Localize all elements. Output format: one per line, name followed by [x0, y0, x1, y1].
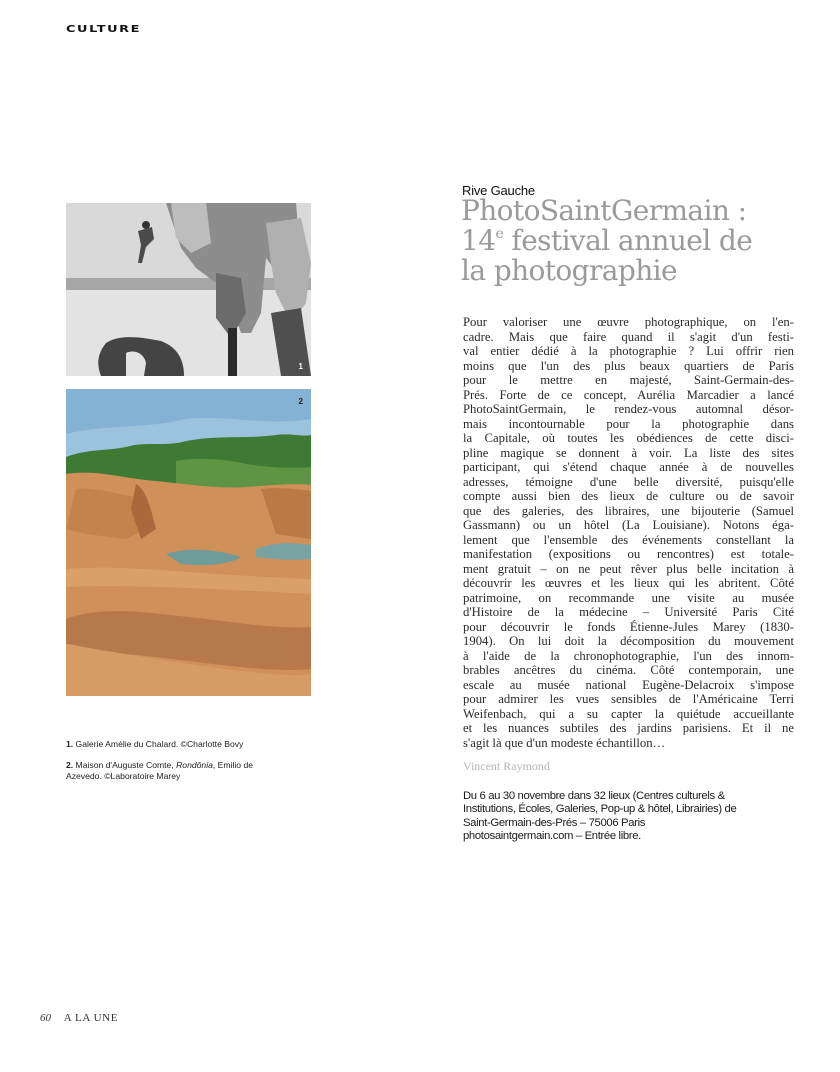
body-line: patrimoine, on recommande une visite au musée [463, 590, 794, 605]
event-info-line: Institutions, Écoles, Galeries, Pop-up & hôtel, Librairies) de [463, 803, 737, 816]
body-line: 1904). On lui doit la décomposition du mouvement [463, 634, 794, 648]
body-line: PhotoSaintGermain, le rendez-vous automnal désor- [463, 402, 794, 416]
event-info-website: photosaintgermain.com – Entrée libre. [463, 829, 641, 842]
caption-number: 1. [66, 739, 74, 749]
body-line: brables ancêtres du cinéma. Côté contemporain, une [463, 663, 794, 677]
article-kicker: Rive Gauche [462, 183, 535, 198]
landscape-photo-icon [66, 389, 311, 696]
body-line: lement que l'ensemble des événements constellant la [463, 532, 794, 547]
caption-text: Maison d'Auguste Comte, [73, 759, 177, 770]
body-line: pour admirer les vues sensibles de l'Américaine Terri [463, 692, 794, 706]
caption-artwork-title: Rondônia [176, 759, 213, 770]
photo-number: 1 [298, 362, 303, 371]
event-info [463, 790, 793, 843]
caption-2 [66, 760, 266, 783]
page-number: 60 [40, 1012, 51, 1024]
body-line: la Capitale, où toutes les obédiences de cette disci- [463, 431, 794, 445]
photo-number: 2 [298, 397, 303, 406]
body-line: Prés. Forte de ce concept, Aurélia Marcadier a lancé [463, 387, 794, 402]
publication-section: A LA UNE [63, 1012, 119, 1024]
body-line: adresses, témoigne d'une belle diversité, puisqu'elle [463, 474, 794, 489]
photo-captions [66, 739, 266, 792]
body-line: pour découvrir le fonds Étienne-Jules Marey (1830- [463, 619, 794, 634]
caption-credit: , Emilio de Azevedo. ©Laboratoire Marey [66, 759, 254, 781]
caption-1 [66, 739, 266, 751]
headline-ordinal-suffix: e [495, 226, 504, 242]
headline-line [461, 226, 801, 256]
body-line: compte aussi bien des lieux de culture ou de savoir [463, 489, 794, 503]
body-line: d'Histoire de la médecine – Université Paris Cité [463, 605, 794, 619]
body-line: et les nuances subtiles des jardins parisiens. Et il ne [463, 721, 794, 735]
body-line: Gassmann) ou un hôtel (La Louisiane). Notons éga- [463, 518, 794, 532]
article-author: Vincent Raymond [463, 759, 550, 773]
body-line: Weifenbach, qui a su capter la quiétude accueillante [463, 706, 794, 721]
photo-beach [66, 203, 311, 376]
page-footer [40, 1012, 118, 1024]
event-info-line: Du 6 au 30 novembre dans 32 lieux (Centres culturels & [463, 790, 725, 802]
caption-text: Galerie Amélie du Chalard. ©Charlotte Bovy [73, 739, 244, 749]
body-line: pour le mettre en majesté, Saint-Germain-des- [463, 373, 794, 387]
body-line: ment gratuit – on ne peut rêver plus belle incitation à [463, 561, 794, 576]
section-label: CULTURE [66, 24, 142, 35]
body-line: Pour valoriser une œuvre photographique, on l'en- [463, 315, 794, 329]
headline-ordinal: 14 [461, 224, 496, 257]
headline-line: la photographie [461, 254, 677, 287]
article-body [463, 315, 794, 750]
body-line: découvrir les œuvres et les lieux qui les abritent. Côté [463, 576, 794, 590]
article-headline [461, 196, 801, 286]
body-line: escale au musée national Eugène-Delacroix s'impose [463, 677, 794, 692]
body-line: participant, qui s'étend chaque année à de nouvelles [463, 460, 794, 474]
body-line: cadre. Mais que faire quand il s'agit d'un festi- [463, 329, 794, 344]
body-line: pline magique se donnent à voir. La liste des sites [463, 445, 794, 460]
body-line: mais incontournable pour la photographie dans [463, 416, 794, 431]
body-line: manifestation (expositions ou rencontres) est totale- [463, 547, 794, 561]
body-line: s'agit là que d'un modeste échantillon… [463, 735, 666, 750]
event-info-line: Saint-Germain-des-Prés – 75006 Paris [463, 816, 646, 829]
headline-line: PhotoSaintGermain : [461, 194, 747, 227]
beach-photo-icon [66, 203, 311, 376]
photo-landscape [66, 389, 311, 696]
body-line: val entier dédié à la photographie ? Lui offrir rien [463, 344, 794, 358]
caption-number: 2. [66, 759, 74, 770]
body-line: moins que l'un des plus beaux quartiers de Paris [463, 358, 794, 373]
body-line: à l'aide de la chronophotographie, l'un des innom- [463, 648, 794, 663]
body-line: que des galeries, des libraires, une bijouterie (Samuel [463, 503, 794, 518]
headline-text: festival annuel de [503, 224, 753, 257]
